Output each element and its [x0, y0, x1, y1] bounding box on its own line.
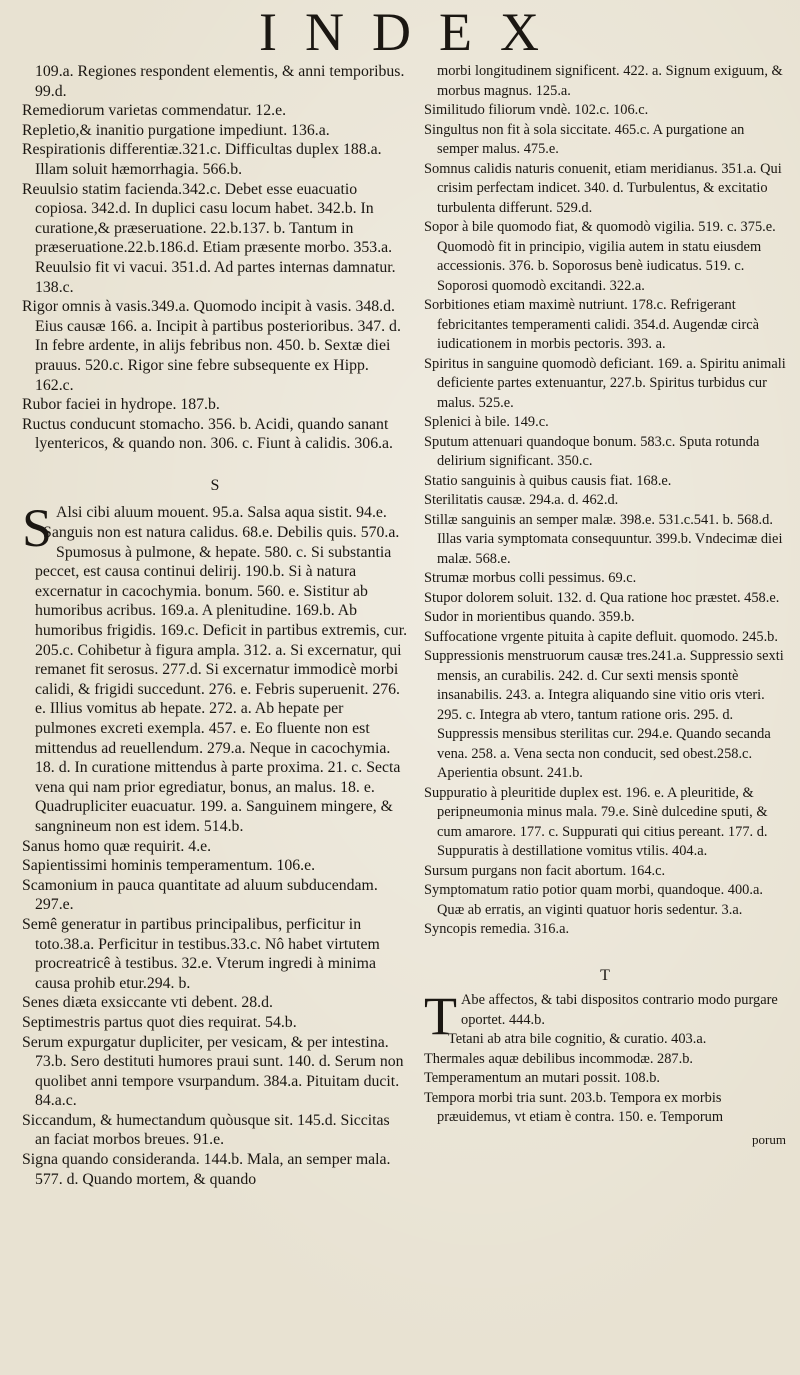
- dropcap-entry-text: Abe affectos, & tabi dispositos contrario modo purgare oportet. 444.b.: [461, 992, 778, 1028]
- index-entry: Stillæ sanguinis an semper malæ. 398.e. 531.c.541. b. 568.d. Illas varia symptomata consequuntur. 399.b. Vndecimæ diei malæ. 568.e.: [424, 511, 783, 567]
- index-entry: 109.a. Regiones respondent elementis, & anni temporibus. 99.d.: [35, 63, 405, 100]
- left-column: [22, 62, 408, 1189]
- dropcap-t: T: [424, 986, 457, 1046]
- index-entry: Sopor à bile quomodo fiat, & quomodò vigilia. 519. c. 375.e. Quomodò fit in principio, vigilia autem in statu eiusdem accessionis. 376. b. Soporosus benè iudicatus. 519. c. Soporosi quomodò excitandi. 322.a.: [424, 219, 776, 294]
- index-entry: Strumæ morbus colli pessimus. 69.c.: [424, 570, 637, 586]
- index-entry: Somnus calidis naturis conuenit, etiam meridianus. 351.a. Qui crisim perfectam indicet. 340. d. Turbulentus, & excitatio turbulenta differunt. 529.d.: [424, 160, 782, 216]
- index-entry: Singultus non fit à sola siccitate. 465.c. A purgatione an semper malus. 475.e.: [424, 121, 745, 157]
- index-entry: Similitudo filiorum vndè. 102.c. 106.c.: [424, 102, 649, 118]
- right-entries-top: [424, 62, 786, 940]
- catchword: porum: [752, 1131, 786, 1147]
- index-entry: Tempora morbi tria sunt. 203.b. Tempora ex morbis præuidemus, vt etiam è contra. 150. e. Temporum: [424, 1089, 724, 1125]
- section-letter-t: T: [600, 966, 610, 984]
- section-letter-s: S: [210, 476, 220, 494]
- index-entry: Remediorum varietas commendatur. 12.e.: [22, 102, 287, 120]
- index-entry: Stupor dolorem soluit. 132. d. Qua ratione hoc præstet. 458.e.: [424, 589, 780, 606]
- index-entry: Signa quando consideranda. 144.b. Mala, an semper mala. 577. d. Quando mortem, & quando: [22, 1151, 391, 1188]
- index-entry: Septimestris partus quot dies requirat. 54.b.: [22, 1013, 297, 1031]
- index-entry: Sanus homo quæ requirit. 4.e.: [22, 837, 212, 855]
- index-entry: Suppressionis menstruorum causæ tres.241.a. Suppressio sexti mensis, an curabilis. 242. d. Cur sexti mensis spontè insanabilis. 243. a. Integra aliquando sine vitio oris vteri. 295. c. Integra ab vtero, tantum ratione oris. 295. d. Suppressis mensibus sterilitas cur. 294.e. Quando secanda vena. 258. a. Vena secta non conducit, sed obest.258.c. Aperientia obsunt. 241.b.: [424, 648, 784, 781]
- index-entry: Repletio,& inanitio purgatione impediunt. 136.a.: [22, 121, 330, 139]
- page-title: INDEX: [259, 2, 567, 62]
- index-entry: Syncopis remedia. 316.a.: [424, 921, 570, 937]
- index-entry: Statio sanguinis à quibus causis fiat. 168.e.: [424, 472, 672, 489]
- index-entry: Sputum attenuari quandoque bonum. 583.c. Sputa rotunda delirium significant. 350.c.: [424, 433, 760, 469]
- index-entry: Sorbitiones etiam maximè nutriunt. 178.c. Refrigerant febricitantes temperamenti calidi. 354.d. Augendæ circà iudicationem in morbis pectoris. 393. a.: [424, 297, 760, 352]
- index-entry: Spiritus in sanguine quomodò deficiant. 169. a. Spiritu animali deficiente partes extenuantur, 227.b. Spiritus turbidus cur malus. 525.e.: [424, 355, 786, 411]
- index-entry: Serum expurgatur dupliciter, per vesicam, & per intestina. 73.b. Sero destituti humores praui sunt. 140. d. Serum non quolibet anni tempore vsurpandum. 384.a. Pituitam ducit. 84.a.c.: [22, 1033, 404, 1110]
- index-entry: Thermales aquæ debilibus incommodæ. 287.b.: [424, 1050, 693, 1067]
- index-entry: Ructus conducunt stomacho. 356. b. Acidi, quando sanant lyentericos, & quando non. 306. c. Fiunt à calidis. 306.a.: [22, 415, 393, 453]
- left-entries-bottom: [22, 523, 408, 1189]
- index-entry: Tetani ab atra bile cognitio, & curatio. 403.a.: [448, 1031, 707, 1047]
- dropcap-entry-s: [22, 498, 408, 559]
- index-columns: [22, 62, 790, 1189]
- index-entry: Suffocatione vrgente pituita à capite defluit. quomodo. 245.b.: [424, 628, 778, 645]
- index-entry: Sursum purgans non facit abortum. 164.c.: [424, 862, 666, 879]
- index-entry: morbi longitudinem significent. 422. a. Signum exiguum, & morbus magnus. 125.a.: [437, 63, 783, 99]
- index-entry: Temperamentum an mutari possit. 108.b.: [424, 1070, 660, 1086]
- index-entry: Semê generatur in partibus principalibus, perficitur in toto.38.a. Perficitur in testibus.33.c. Nô habet virtutem procreatricê à testibus. 32.e. Vterum ingredi à minima causa prohib etur.294. b.: [22, 915, 380, 992]
- right-entries-bottom: [424, 1030, 786, 1128]
- index-entry: Reuulsio statim facienda.342.c. Debet esse euacuatio copiosa. 342.d. In duplici casu locum habet. 342.b. In curatione,& præseruatione. 22.b.137. b. Tantum in præseruatione.22.b.186.d. Etiam præsente morbo. 353.a. Reuulsio fit vi vacui. 351.d. Ad partes internas damnatur. 138.c.: [22, 180, 396, 296]
- index-entry: Siccandum, & humectandum quòusque sit. 145.d. Siccitas an faciat morbos breues. 91.e.: [22, 1111, 390, 1149]
- index-entry: Splenici à bile. 149.c.: [424, 414, 549, 430]
- index-entry: Suppuratio à pleuritide duplex est. 196. e. A pleuritide, & peripneumonia minus mala. 79.e. Sinè dulcedine sputi, & cum amarore. 177. c. Suppurati qui citius pereant. 177. d. Suppuratis à destillatione vomitus vtilis. 404.a.: [424, 784, 768, 859]
- index-entry: Rigor omnis à vasis.349.a. Quomodo incipit à vasis. 348.d. Eius causæ 166. a. Incipit à partibus posterioribus. 347. d. In febre ardente, in alijs febribus non. 450. b. Sextæ diei prauus. 520.c. Rigor sine febre subsequente ex Hipp. 162.c.: [22, 298, 401, 394]
- index-entry: Sudor in morientibus quando. 359.b.: [424, 609, 635, 625]
- index-entry: Sterilitatis causæ. 294.a. d. 462.d.: [424, 492, 619, 508]
- right-column: [424, 62, 786, 1189]
- index-entry: Senes diæta exsiccante vti debent. 28.d.: [22, 994, 273, 1012]
- index-entry: Sapientissimi hominis temperamentum. 106.e.: [22, 857, 316, 875]
- dropcap-s: S: [22, 498, 53, 559]
- index-entry: Sanguis non est natura calidus. 68.e. Debilis quis. 570.a. Spumosus à pulmone, & hepate. 580. c. Si substantia peccet, est causa continui delirij. 190.b. Si à natura excernatur in cacochymia. bonum. 560. e. Sistitur ab humoribus acribus. 169.a. A plenitudine. 169.b. Ab humoribus frigidis. 169.c. Deficit in partibus extremis, cur. 205.c. Cohibetur à figura ampla. 312. a. Si excernatur, qui remanet fit serosus. 277.d. Si excernatur immodicè morbi calidi, & frigidi succedunt. 276. e. Febris superuenit. 276. e. Illius vomitus ab hepate. 272. a. Ab hepate per pulmones excreti exempla. 457. e. Eo fluente non est mittendus ad reuellendum. 279.a. Neque in cacochymia. 18. d. In curatione mittendus à parte proxima. 21. c. Secta vena qui nam prior egrediatur, bonus, an malus. 18. e. Quadrupliciter euacuatur. 199. a. Sanguinem mingere, & sangnineum non est idem. 514.b.: [35, 524, 408, 835]
- left-entries-top: [22, 62, 408, 454]
- index-entry: Respirationis differentiæ.321.c. Difficultas duplex 188.a. Illam soluit hæmorrhagia. 566.b.: [22, 141, 382, 178]
- index-entry: Scamonium in pauca quantitate ad aluum subducendam. 297.e.: [22, 876, 378, 914]
- dropcap-entry-text: Alsi cibi aluum mouent. 95.a. Salsa aqua sistit. 94.e.: [56, 504, 387, 522]
- index-entry: Rubor faciei in hydrope. 187.b.: [22, 396, 220, 414]
- index-entry: Symptomatum ratio potior quam morbi, quandoque. 400.a. Quæ ab erratis, an viginti quatuor horis sedentur. 3.a.: [424, 882, 763, 918]
